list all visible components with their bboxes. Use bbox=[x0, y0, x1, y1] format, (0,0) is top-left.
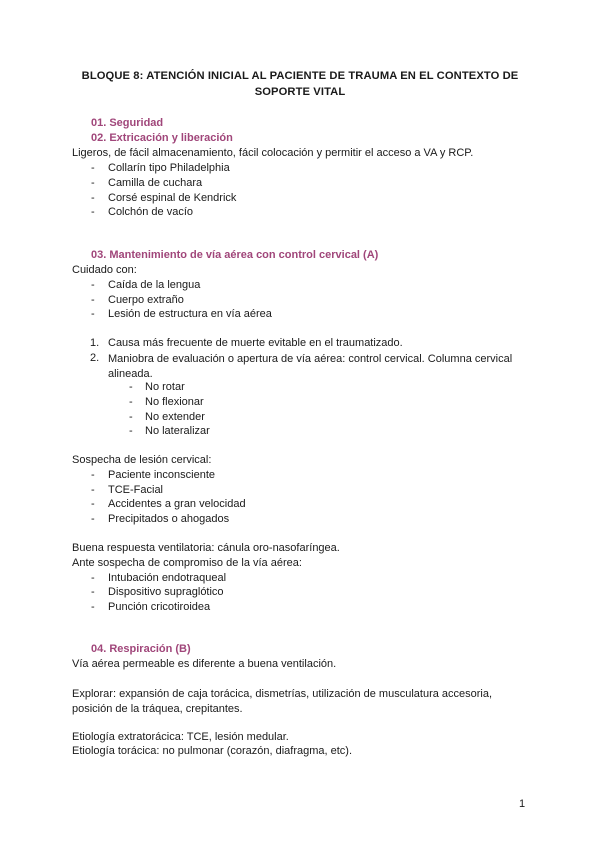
bullet-dash: - bbox=[91, 601, 95, 613]
bullet-dash: - bbox=[91, 469, 95, 481]
bullet-dash: - bbox=[91, 484, 95, 496]
list-item: TCE-Facial bbox=[108, 484, 164, 496]
page-number: 1 bbox=[519, 798, 526, 810]
heading-via-aerea: 03. Mantenimiento de vía aérea con control cervical (A) bbox=[91, 249, 379, 261]
list-item: Paciente inconsciente bbox=[108, 469, 216, 481]
list-item: Caída de la lengua bbox=[108, 279, 201, 291]
sub-list-item: No lateralizar bbox=[145, 425, 210, 437]
heading-seguridad: 01. Seguridad bbox=[91, 117, 164, 129]
compromise-label: Ante sospecha de compromiso de la vía aérea: bbox=[72, 557, 302, 569]
list-item: Precipitados o ahogados bbox=[108, 513, 230, 525]
list-item: Intubación endotraqueal bbox=[108, 572, 227, 584]
bullet-dash: - bbox=[91, 572, 95, 584]
bullet-dash: - bbox=[91, 177, 95, 189]
bullet-dash: - bbox=[91, 294, 95, 306]
suspicion-label: Sospecha de lesión cervical: bbox=[72, 454, 212, 466]
heading-respiracion: 04. Respiración (B) bbox=[91, 643, 191, 655]
list-item: Punción cricotiroidea bbox=[108, 601, 211, 613]
care-label: Cuidado con: bbox=[72, 264, 137, 276]
extricacion-intro: Ligeros, de fácil almacenamiento, fácil colocación y permitir el acceso a VA y RCP. bbox=[72, 147, 474, 159]
list-number: 1. bbox=[90, 337, 100, 349]
bullet-dash: - bbox=[129, 396, 133, 408]
numbered-item: Causa más frecuente de muerte evitable en el traumatizado. bbox=[108, 337, 403, 349]
ventilation-note: Buena respuesta ventilatoria: cánula oro-nasofaríngea. bbox=[72, 542, 340, 554]
bullet-dash: - bbox=[91, 513, 95, 525]
numbered-item: Maniobra de evaluación o apertura de vía aérea: control cervical. Columna cervical alineada. bbox=[108, 353, 513, 380]
bullet-dash: - bbox=[129, 425, 133, 437]
respiracion-p2: Explorar: expansión de caja torácica, dismetrías, utilización de musculatura accesoria, posición de la tráquea, crepitantes. bbox=[72, 688, 493, 715]
heading-extricacion: 02. Extricación y liberación bbox=[91, 132, 233, 144]
document-title: BLOQUE 8: ATENCIÓN INICIAL AL PACIENTE DE TRAUMA EN EL CONTEXTO DE SOPORTE VITAL bbox=[81, 70, 519, 98]
list-item: Camilla de cuchara bbox=[108, 177, 203, 189]
list-number: 2. bbox=[90, 352, 100, 364]
sub-list-item: No flexionar bbox=[145, 396, 204, 408]
bullet-dash: - bbox=[91, 162, 95, 174]
list-item: Accidentes a gran velocidad bbox=[108, 498, 246, 510]
list-item: Corsé espinal de Kendrick bbox=[108, 192, 237, 204]
sub-list-item: No rotar bbox=[145, 381, 185, 393]
respiracion-p1: Vía aérea permeable es diferente a buena ventilación. bbox=[72, 658, 337, 670]
list-item: Collarín tipo Philadelphia bbox=[108, 162, 230, 174]
bullet-dash: - bbox=[91, 279, 95, 291]
bullet-dash: - bbox=[129, 381, 133, 393]
list-item: Lesión de estructura en vía aérea bbox=[108, 308, 272, 320]
etiologia-extratoracica: Etiología extratorácica: TCE, lesión medular. bbox=[72, 731, 289, 743]
sub-list-item: No extender bbox=[145, 411, 205, 423]
list-item: Cuerpo extraño bbox=[108, 294, 184, 306]
bullet-dash: - bbox=[91, 308, 95, 320]
bullet-dash: - bbox=[91, 192, 95, 204]
etiologia-toracica: Etiología torácica: no pulmonar (corazón, diafragma, etc). bbox=[72, 745, 353, 757]
bullet-dash: - bbox=[129, 411, 133, 423]
bullet-dash: - bbox=[91, 586, 95, 598]
list-item: Dispositivo supraglótico bbox=[108, 586, 224, 598]
bullet-dash: - bbox=[91, 206, 95, 218]
bullet-dash: - bbox=[91, 498, 95, 510]
list-item: Colchón de vacío bbox=[108, 206, 193, 218]
